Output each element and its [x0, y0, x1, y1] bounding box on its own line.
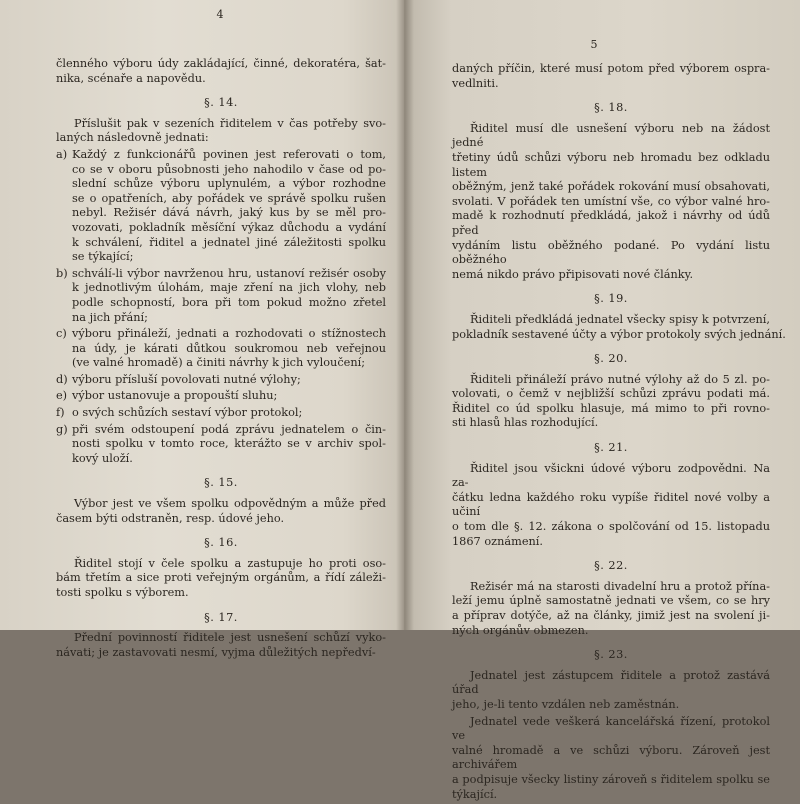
- text-line: nebyl. Režisér dává návrh, jaký kus by se měl pro-: [72, 206, 386, 220]
- text-line: leží jemu úplně samostatně jednati ve všem, co se hry: [452, 594, 770, 608]
- text-line: Řiditeli předkládá jednatel všecky spisy k potvrzení,: [470, 312, 770, 326]
- right-page-text: [452, 62, 786, 804]
- right-page: 5 daných příčin, které musí potom před výborem ospra- vedlniti. §. 18. Řiditel musí dle usnešení výboru neb na žádost jedné třetiny údů schůzi výboru neb hromadu bez odkladu listem oběžným, jenž také pořádek rokování musí obsahovati, svolati. V pořádek ten umístní vše, co výbor valné hro- madě k rozhodnutí předkládá, jakož i návrhy od údů před vydáním listu oběžného podané. Po vydání listu oběžného nemá nikdo právo připisovati nové články. §. 19. Řiditeli předkládá jednatel všecky spisy k potvrzení, pokladník sestavené účty a výbor protokoly svých jednání. §. 20. Řiditeli přináleží právo nutné výlohy až do 5 zl. po- volovati, o čemž v nejbližší schůzi zprávu podati má. Řiditel co úd spolku hlasuje, má mimo to při rovno- sti hlasů hlas rozhodující. §. 21. Řiditel jsou všickni údové výboru zodpovědni. Na za- čátku ledna každého roku vypíše řiditel nové volby a učiní o tom dle §. 12. zákona o spolčování od 15. listopadu 1867 oznámení. §. 22. Režisér má na starosti divadelní hru a protož přína- leží jemu úplně samostatně jednati ve všem, co se hry a příprav dotýče, až na články, jimiž jest na svolení ji- ných orgánův obmezen. §. 23. Jednatel jest zástupcem řiditele a protož zastává úřad jeho, je-li tento vzdálen neb zaměstnán. Jednatel vede veškerá kancelářská řízení, protokol ve valné hromadě a ve schůzi výboru. Zároveň jest archivářem a podpisuje všecky listiny zároveň s řiditelem spolku se týkající.: [404, 0, 800, 630]
- text-line: madě k rozhodnutí předkládá, jakož i návrhy od údů před: [452, 209, 770, 237]
- text-line: na údy, je kárati důtkou soukromou neb veřejnou: [72, 341, 386, 355]
- text-line: Řiditel jsou všickni údové výboru zodpovědni. Na za-: [452, 461, 770, 490]
- section-heading: §. 21.: [594, 441, 628, 455]
- text-line: vydáním listu oběžného podané. Po vydání listu oběžného: [452, 238, 770, 267]
- section-heading: §. 17.: [204, 610, 238, 624]
- text-line: a podpisuje všecky listiny zároveň s řiditelem spolku se: [452, 772, 770, 786]
- text-line: nosti spolku v tomto roce, kterážto se v archiv spol-: [72, 437, 386, 451]
- list-item: [56, 406, 386, 421]
- paragraph: [452, 462, 770, 550]
- text-line: k schválení, řiditel a jednatel jiné záležitosti spolku: [72, 235, 386, 249]
- list-item-label: d): [56, 372, 68, 386]
- text-line: k jednotlivým úlohám, maje zření na jich vlohy, neb: [72, 281, 386, 295]
- text-line: Každý z funkcionářů povinen jest referovati o tom,: [72, 147, 386, 161]
- paragraph: [56, 557, 386, 601]
- text-line: co se v oboru působnosti jeho nahodilo v čase od po-: [72, 162, 386, 176]
- text-line: o svých schůzích sestaví výbor protokol;: [72, 406, 303, 420]
- text-line: svolati. V pořádek ten umístní vše, co výbor valné hro-: [452, 194, 770, 208]
- list-item: [56, 148, 386, 265]
- list-item-label: e): [56, 389, 68, 403]
- text-line: laných následovně jednati:: [56, 131, 209, 145]
- text-line: Režisér má na starosti divadelní hru a protož přína-: [470, 579, 770, 593]
- text-line: se o opatřeních, aby pořádek ve správě spolku rušen: [72, 191, 386, 205]
- text-line: výbor ustanovuje a propouští sluhu;: [72, 389, 278, 403]
- text-line: Příslušit pak v sezeních řiditelem v čas potřeby svo-: [74, 116, 386, 130]
- text-line: oběžným, jenž také pořádek rokování musí obsahovati,: [452, 180, 770, 194]
- text-line: Řiditel stojí v čele spolku a zastupuje ho proti oso-: [74, 556, 386, 570]
- text-line: Jednatel vede veškerá kancelářská řízení, protokol ve: [452, 714, 770, 743]
- text-line: čátku ledna každého roku vypíše řiditel nové volby a učiní: [452, 490, 770, 519]
- left-page: 4 členného výboru údy zakládající, činné, dekoratéra, šat- nika, scénaře a napovědu. §. 14. Příslušit pak v sezeních řiditelem v čas potřeby svo- laných následovně jednati: a) Každý z funkcionářů povinen jest referovati o tom, co se v oboru působnosti jeho nahodilo v čase od po- slední schůze výboru uplynulém, a výbor rozhodne se o opatřeních, aby pořádek ve správě spolku rušen nebyl. Režisér dává návrh, jaký kus by se měl pro- vozovati, pokladník měsíční výkaz důchodu a vydání k schválení, řiditel a jednatel jiné záležitosti spolku se týkající; b) schválí-li výbor navrženou hru, ustanoví režisér osoby k jednotlivým úlohám, maje zření na jich vlohy, neb podle schopností, bora při tom pokud možno zřetel na jich přání; c) výboru přináleží, jednati a rozhodovati o stížnostech na údy, je kárati důtkou soukromou neb veřejnou (ve valné hromadě) a činiti návrhy k jich vyloučení; d) výboru přísluší povolovati nutné výlohy; e) výbor ustanovuje a propouští sluhu; f) o svých schůzích sestaví výbor protokol; g) při svém odstoupení podá zprávu jednatelem o čin- nosti spolku v tomto roce, kterážto se v archiv spol- kový uloží. §. 15. Výbor jest ve všem spolku odpovědným a může před časem býti odstraněn, resp. údové jeho. §. 16. Řiditel stojí v čele spolku a zastupuje ho proti oso- bám třetím a sice proti veřejným orgánům, a řídí záleži- tosti spolku s výborem. §. 17. Přední povinností řiditele jest usnešení schůzí vyko- návati; je zastavovati nesmí, vyjma důležitých nepředví-: [0, 0, 404, 630]
- text-line: výboru přináleží, jednati a rozhodovati o stížnostech: [72, 327, 386, 341]
- list-item-label: f): [56, 406, 65, 420]
- paragraph: [452, 62, 770, 91]
- list-item: [56, 267, 386, 325]
- text-line: sti hlasů hlas rozhodující.: [452, 416, 599, 430]
- text-line: schválí-li výbor navrženou hru, ustanoví režisér osoby: [72, 266, 386, 280]
- text-line: ných orgánův obmezen.: [452, 623, 589, 637]
- text-line: tosti spolku s výborem.: [56, 586, 189, 599]
- text-line: týkající.: [452, 787, 498, 801]
- text-line: 1867 oznámení.: [452, 534, 543, 548]
- list-item-label: c): [56, 327, 67, 341]
- text-line: Řiditeli přináleží právo nutné výlohy až do 5 zl. po-: [470, 372, 770, 386]
- text-line: Řiditel co úd spolku hlasuje, má mimo to při rovno-: [452, 401, 770, 415]
- text-line: o tom dle §. 12. zákona o spolčování od 15. listopadu: [452, 520, 770, 534]
- list-item-label: a): [56, 147, 68, 161]
- section-heading: §. 18.: [594, 101, 628, 115]
- paragraph: [452, 312, 786, 342]
- paragraph: [56, 117, 386, 146]
- left-page-text: [56, 57, 386, 662]
- paragraph: [452, 373, 770, 431]
- text-line: pokladník sestavené účty a výbor protokoly svých jednání.: [452, 327, 786, 341]
- text-line: nika, scénaře a napovědu.: [56, 71, 206, 85]
- list-item: [56, 389, 386, 404]
- paragraph: [452, 580, 770, 638]
- list-item-label: b): [56, 266, 68, 280]
- text-line: návati; je zastavovati nesmí, vyjma důležitých nepředví-: [56, 645, 376, 659]
- section-heading: §. 15.: [204, 476, 238, 490]
- paragraph: [452, 122, 770, 283]
- section-heading: §. 14.: [204, 96, 238, 110]
- text-line: časem býti odstraněn, resp. údové jeho.: [56, 511, 285, 525]
- text-line: vedlniti.: [452, 76, 499, 90]
- text-line: třetiny údů schůzi výboru neb hromadu bez odkladu listem: [452, 150, 770, 179]
- list-item: [56, 423, 386, 467]
- text-line: kový uloží.: [72, 451, 133, 465]
- text-line: bám třetím a sice proti veřejným orgánům, a řídí záleži-: [56, 571, 386, 585]
- text-line: výboru přísluší povolovati nutné výlohy;: [72, 372, 301, 386]
- text-line: (ve valné hromadě) a činiti návrhy k jich vyloučení;: [72, 356, 366, 370]
- list-item: [56, 327, 386, 371]
- text-line: při svém odstoupení podá zprávu jednatelem o čin-: [72, 422, 386, 436]
- text-line: slední schůze výboru uplynulém, a výbor rozhodne: [72, 177, 386, 191]
- text-line: na jich přání;: [72, 310, 148, 324]
- text-line: a příprav dotýče, až na články, jimiž jest na svolení ji-: [452, 609, 770, 622]
- section-heading: §. 22.: [594, 559, 628, 573]
- paragraph: [56, 497, 386, 526]
- section-heading: §. 23.: [594, 648, 628, 662]
- paragraph: [56, 631, 386, 660]
- paragraph: [452, 669, 770, 713]
- text-line: členného výboru údy zakládající, činné, dekoratéra, šat-: [56, 57, 386, 70]
- text-line: valné hromadě a ve schůzi výboru. Zároveň jest archivářem: [452, 743, 770, 772]
- text-line: nemá nikdo právo připisovati nové články.: [452, 267, 694, 281]
- section-heading: §. 16.: [204, 536, 238, 550]
- paragraph: [452, 715, 770, 803]
- text-line: volovati, o čemž v nejbližší schůzi zprávu podati má.: [452, 387, 770, 401]
- book-gutter: [396, 0, 414, 630]
- list-item: [56, 373, 386, 388]
- text-line: Výbor jest ve všem spolku odpovědným a může před: [74, 497, 386, 511]
- section-heading: §. 20.: [594, 352, 628, 366]
- text-line: podle schopností, bora při tom pokud možno zřetel: [72, 295, 386, 309]
- section-heading: §. 19.: [594, 292, 628, 306]
- text-line: jeho, je-li tento vzdálen neb zaměstnán.: [452, 697, 680, 711]
- text-line: Jednatel jest zástupcem řiditele a protož zastává úřad: [452, 668, 770, 697]
- text-line: daných příčin, které musí potom před výborem ospra-: [452, 62, 770, 75]
- text-line: Řiditel musí dle usnešení výboru neb na žádost jedné: [452, 121, 770, 150]
- text-line: vozovati, pokladník měsíční výkaz důchodu a vydání: [72, 220, 386, 234]
- text-line: se týkající;: [72, 250, 134, 264]
- text-line: Přední povinností řiditele jest usnešení schůzí vyko-: [74, 631, 386, 645]
- paragraph: [56, 57, 386, 86]
- list-item-label: g): [56, 422, 68, 436]
